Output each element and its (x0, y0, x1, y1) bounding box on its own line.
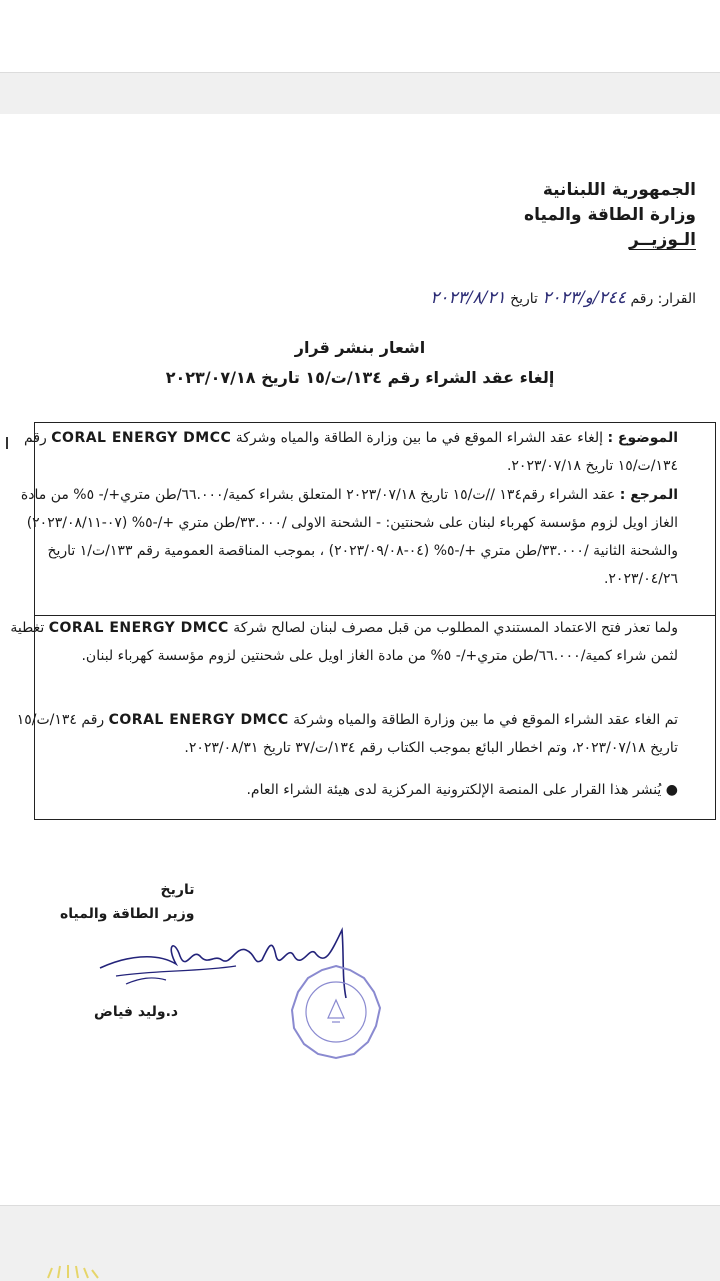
credit-text-b: تغطية لثمن شراء كمية/٦٦.٠٠٠/طن متري+/- ٥% من مادة الغاز اويل على شحنتين لزوم مؤسسة كهرباء لبنان. (10, 620, 678, 664)
next-page-emblem-icon (40, 1262, 110, 1280)
ministry-name: وزارة الطاقة والمياه (524, 205, 696, 225)
subject-label: الموضوع : (607, 430, 678, 446)
publication-paragraph (8, 776, 678, 804)
decision-number-handwritten: ٢٤٤/و/٢٠٢٣ (542, 288, 626, 308)
decision-date-handwritten: ٢٠٢٣/٨/٢١ (430, 288, 506, 308)
subject-tail: رقم ١٣٤/ت/١٥ تاريخ ٢٠٢٣/٠٧/١٨. (24, 430, 678, 474)
reference-label: المرجع : (619, 487, 678, 503)
subject-text: إلغاء عقد الشراء الموقع في ما بين وزارة الطاقة والمياه وشركة (235, 430, 603, 446)
decision-date-label: تاريخ (510, 291, 538, 307)
subject-paragraph (8, 424, 678, 480)
cancellation-text-b: رقم ١٣٤/ت/١٥ تاريخ ٢٠٢٣/٠٧/١٨، وتم اخطار البائع بموجب الكتاب رقم ١٣٤/ت/٣٧ تاريخ ٢٠٢٣/٠٨/٣١. (16, 712, 678, 756)
publication-text: يُنشر هذا القرار على المنصة الإلكترونية المركزية لدى هيئة الشراء العام. (246, 782, 662, 798)
ministry-stamp (286, 962, 386, 1062)
decision-reference (430, 288, 696, 308)
bullet-icon: ● (665, 782, 678, 798)
reference-text: عقد الشراء رقم١٣٤ //ت/١٥ تاريخ ٢٠٢٣/٠٧/١٨ المتعلق بشراء كمية/٦٦.٠٠٠/طن متري+/- ٥% من مادة الغاز اويل لزوم مؤسسة كهرباء لبنان على شحنتين: - الشحنة الاولى /٣٣.٠٠٠/طن متري +/-٥% (٠٧-٢٠٢٣/٠٨/١١) والشحنة الثانية /٣٣.٠٠٠/طن متري +/-٥% (٠٤-٢٠٢٣/٠٩/٠٨) ، بموجب المناقصة العمومية رقم ١٣٣/ت/١ تاريخ ٢٠٢٣/٠٤/٢٦. (20, 487, 678, 587)
viewer-top-strip (0, 0, 720, 72)
notice-title: اشعار بنشر قرار (294, 338, 426, 357)
cancellation-paragraph (8, 706, 678, 762)
credit-paragraph (8, 614, 678, 670)
cancellation-text-a: تم الغاء عقد الشراء الموقع في ما بين وزارة الطاقة والمياه وشركة (293, 712, 678, 728)
company-name: CORAL ENERGY DMCC (108, 712, 289, 728)
minister-title: الـوزيــر (628, 230, 696, 250)
republic-name: الجمهورية اللبنانية (542, 180, 696, 200)
letterhead (524, 178, 696, 253)
decision-label: القرار: رقم (630, 291, 696, 307)
page-gap-top (0, 72, 720, 115)
cancel-title: إلغاء عقد الشراء رقم ١٣٤/ت/١٥ تاريخ ٢٠٢٣/٠٧/١٨ (165, 368, 555, 387)
signatory-name: د.وليد فياض (94, 1004, 179, 1020)
signature-block (60, 878, 194, 926)
company-name: CORAL ENERGY DMCC (48, 620, 229, 636)
company-name: CORAL ENERGY DMCC (51, 430, 232, 446)
credit-text-a: ولما تعذر فتح الاعتماد المستندي المطلوب من قبل مصرف لبنان لصالح شركة (233, 620, 678, 636)
reference-paragraph (8, 481, 678, 593)
signature-date-label: تاريخ (160, 882, 195, 898)
signatory-title: وزير الطاقة والمياه (60, 906, 195, 922)
